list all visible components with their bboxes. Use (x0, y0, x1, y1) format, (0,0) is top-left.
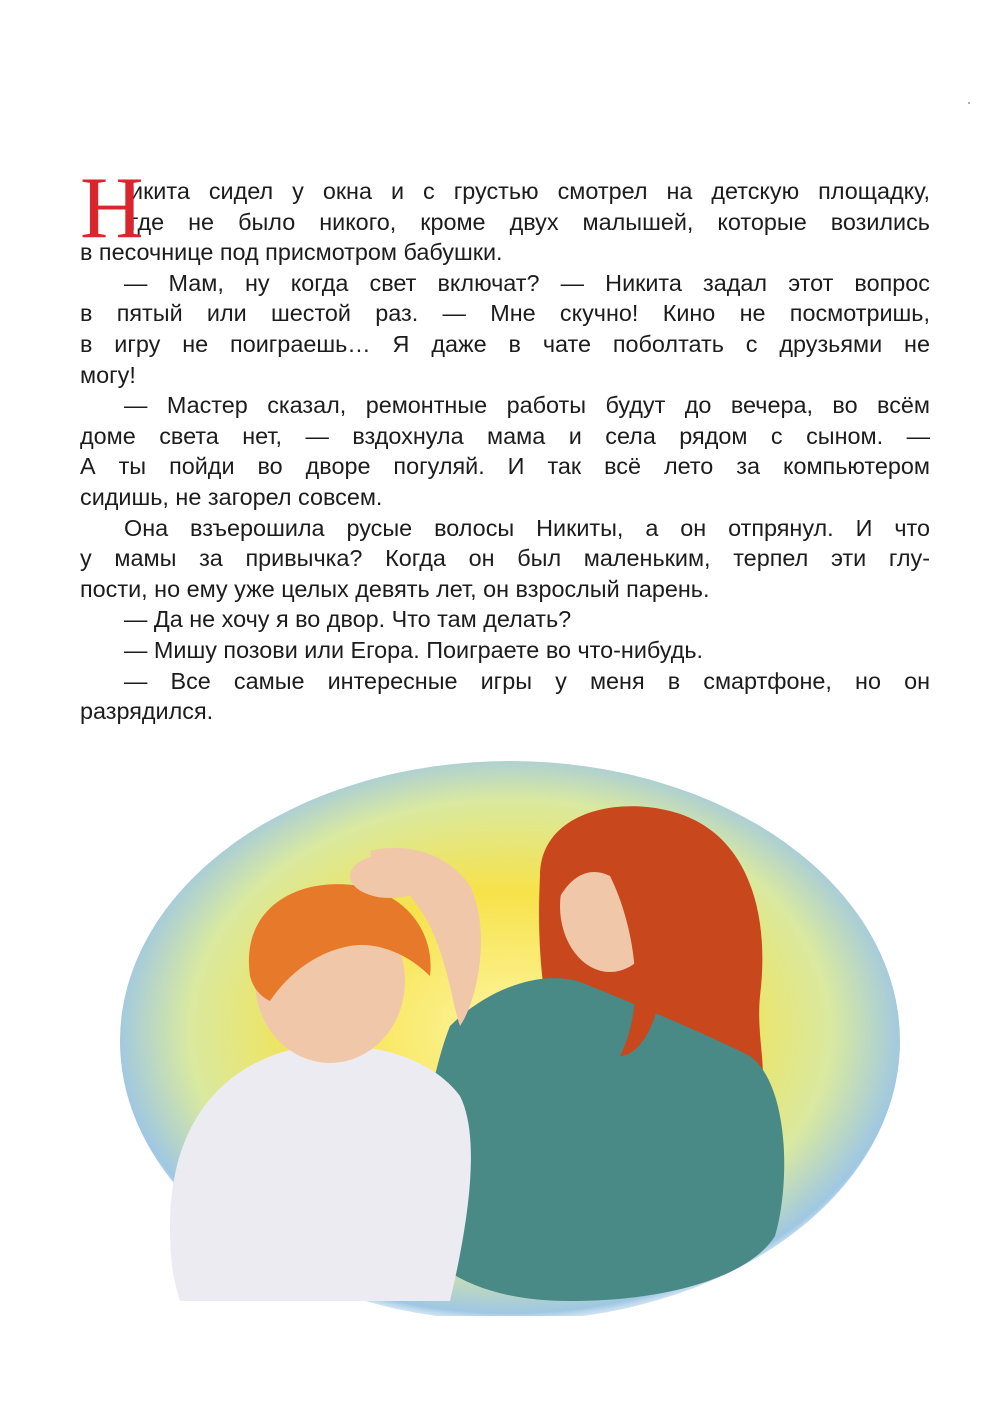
text-line: в пятый или шестой раз. — Мне скучно! Кино не посмотришь, (80, 300, 930, 327)
text-line: могу! (80, 361, 136, 388)
text-line: доме света нет, — вздохнула мама и села рядом с сыном. — (80, 422, 930, 449)
paragraph-4 (80, 513, 930, 605)
paragraph-7 (80, 666, 930, 727)
text-line: — Все самые интересные игры у меня в смартфоне, но он (124, 667, 930, 694)
text-line: — Мам, ну когда свет включат? — Никита задал этот вопрос (124, 269, 930, 296)
text-line: сидишь, не загорел совсем. (80, 483, 383, 510)
text-line: — Да не хочу я во двор. Что там делать? (124, 606, 572, 633)
text-line: — Мастер сказал, ремонтные работы будут до вечера, во всём (124, 392, 930, 419)
text-line: А ты пойди во дворе погуляй. И так всё лето за компьютером (80, 453, 930, 480)
paragraph-3 (80, 390, 930, 512)
text-line: пости, но ему уже целых девять лет, он взрослый парень. (80, 575, 710, 602)
speck (968, 102, 970, 104)
illustration (110, 756, 900, 1316)
text-line: икита сидел у окна и с грустью смотрел на детскую площадку, (130, 178, 930, 204)
text-line: в игру не поиграешь… Я даже в чате поболтать с друзьями не (80, 330, 930, 357)
paragraph-5 (80, 604, 930, 635)
paragraph-2 (80, 268, 930, 390)
text-line: Она взъерошила русые волосы Никиты, а он отпрянул. И что (124, 514, 930, 541)
text-line: разрядился. (80, 698, 214, 725)
drop-cap: Н (80, 160, 144, 257)
paragraph-1 (80, 160, 930, 268)
text-line: в песочнице под присмотром бабушки. (80, 239, 503, 266)
story-text (80, 160, 930, 727)
text-line: где не было никого, кроме двух малышей, которые возились (130, 208, 930, 235)
text-line: у мамы за привычка? Когда он был маленьким, терпел эти глу- (80, 545, 930, 572)
text-line: — Мишу позови или Егора. Поиграете во что-нибудь. (124, 636, 704, 663)
paragraph-6 (80, 635, 930, 666)
mother-hand (350, 854, 430, 898)
